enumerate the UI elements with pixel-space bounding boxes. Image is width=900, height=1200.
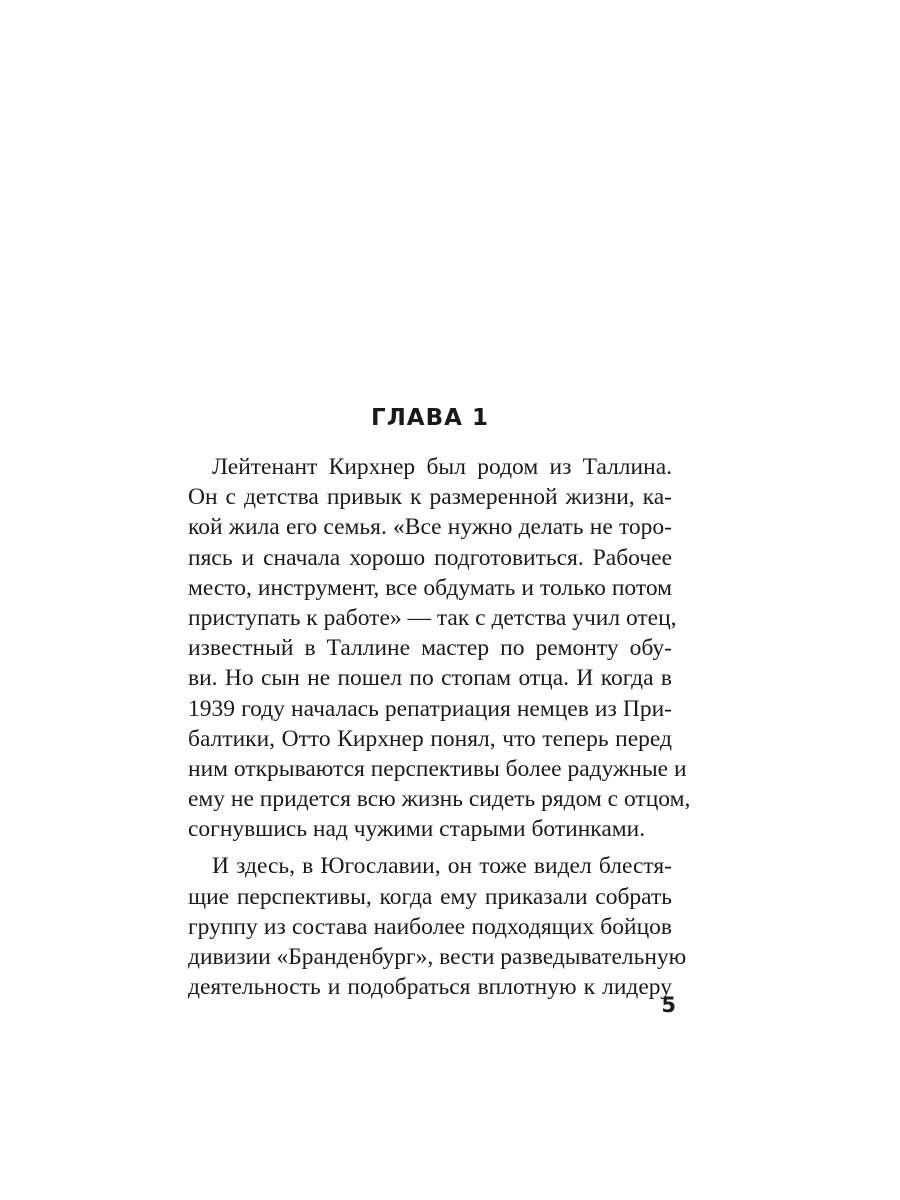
text-line: щие перспективы, когда ему приказали собрать — [188, 883, 672, 910]
paragraph — [188, 452, 691, 844]
text-line: приступать к работе» — так с детства учил отец, — [188, 604, 677, 631]
text-line: известный в Таллине мастер по ремонту обу- — [188, 635, 672, 662]
text-line: группу из состава наиболее подходящих бойцов — [188, 913, 672, 940]
text-line: Лейтенант Кирхнер был родом из Таллина. — [212, 454, 672, 480]
text-line: ему не придется всю жизнь сидеть рядом с отцом, — [188, 786, 691, 813]
text-line: кой жила его семья. «Все нужно делать не торо- — [188, 514, 672, 541]
text-line: балтики, Отто Кирхнер понял, что теперь перед — [188, 725, 672, 752]
text-line: ним открываются перспективы более радужные и — [188, 755, 687, 782]
text-line: согнувшись над чужими старыми ботинками. — [188, 816, 646, 843]
paragraph-gap — [188, 844, 672, 851]
text-line: дивизии «Бранденбург», вести разведывательную — [188, 944, 687, 970]
text-line: ви. Но сын не пошел по стопам отца. И когда в — [188, 665, 672, 692]
text-line: деятельность и подобраться вплотную к лидеру — [188, 974, 672, 1001]
text-line: место, инструмент, все обдумать и только потом — [188, 574, 672, 601]
paragraph — [188, 851, 687, 1002]
page-number: 5 — [661, 993, 676, 1017]
text-line: И здесь, в Югославии, он тоже видел блестя- — [212, 853, 672, 880]
text-line: 1939 году началась репатриация немцев из При- — [188, 695, 672, 722]
text-line: Он с детства привык к размеренной жизни, ка- — [188, 484, 672, 511]
text-line: пясь и сначала хорошо подготовиться. Рабочее — [188, 544, 672, 571]
body-text — [188, 452, 691, 1002]
chapter-title: ГЛАВА 1 — [371, 405, 489, 431]
